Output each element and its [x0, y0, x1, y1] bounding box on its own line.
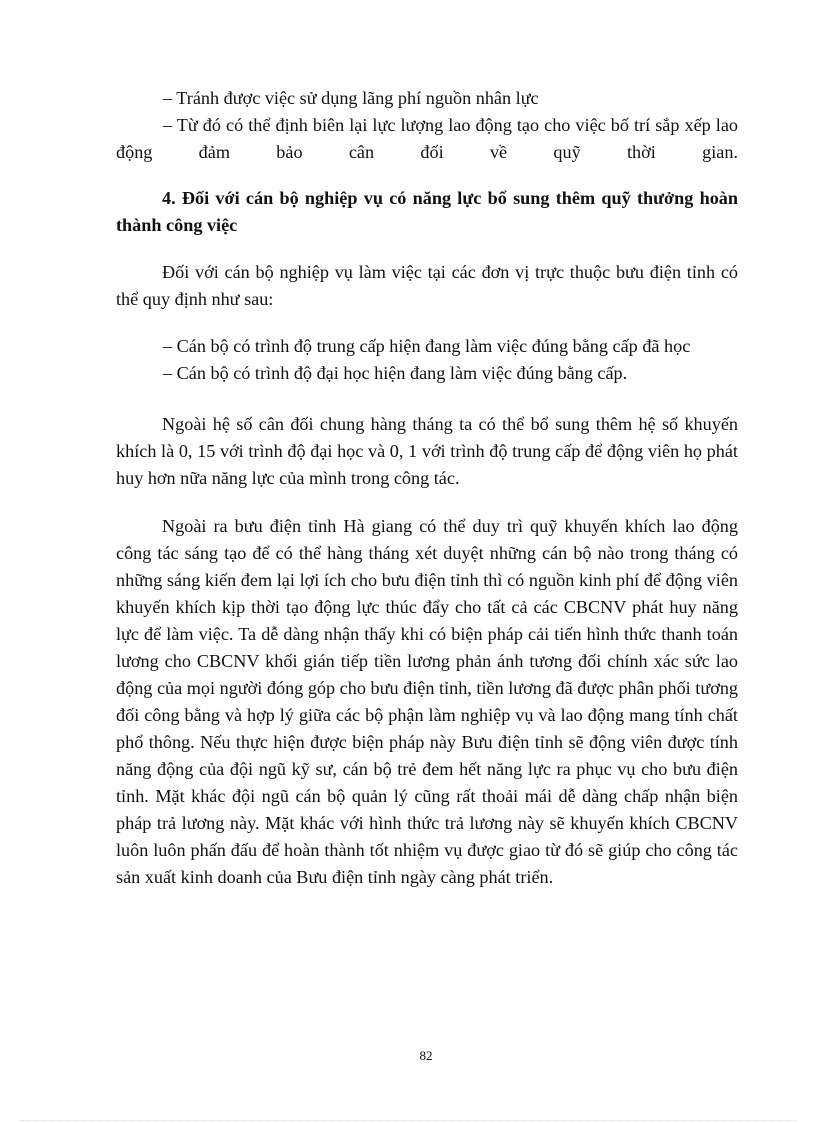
closing-paragraph: Ngoài ra bưu điện tỉnh Hà giang có thể duy trì quỹ khuyến khích lao động công tác sáng tạo để có thể hàng tháng xét duyệt những cán bộ nào trong tháng có những sáng kiến đem lại lợi ích cho bưu điện tỉnh thì có nguồn kinh phí để động viên khuyến khích kịp thời tạo động lực thúc đẩy cho tất cả các CBCNV phát huy năng lực để làm việc. Ta dễ dàng nhận thấy khi có biện pháp cải tiến hình thức thanh toán lương cho CBCNV khối gián tiếp tiền lương phản ánh tương đối chính xác sức lao động của mọi người đóng góp cho bưu điện tỉnh, tiền lương đã được phân phối tương đối công bằng và hợp lý giữa các bộ phận làm nghiệp vụ và lao động mang tính chất phổ thông. Nếu thực hiện được biện pháp này Bưu điện tỉnh sẽ động viên được tính năng động của đội ngũ kỹ sư, cán bộ trẻ đem hết năng lực ra phục vụ cho bưu điện tỉnh. Mặt khác đội ngũ cán bộ quản lý cũng rất thoải mái dễ dàng chấp nhận biện pháp trả lương này. Mặt khác với hình thức trả lương này sẽ khuyến khích CBCNV luôn luôn phấn đấu để hoàn thành tốt nhiệm vụ được giao từ đó sẽ giúp cho công tác sản xuất kinh doanh của Bưu điện tỉnh ngày càng phát triển.: [116, 516, 738, 887]
bullet-labor-allocation: – Từ đó có thể định biên lại lực lượng lao động tạo cho việc bố trí sắp xếp lao động đảm bảo cân đối về quỹ thời gian.: [116, 115, 738, 162]
document-body: [116, 85, 738, 891]
section-heading-4: 4. Đối với cán bộ nghiệp vụ có năng lực bổ sung thêm quỹ thưởng hoàn thành công việc: [116, 188, 738, 235]
bullet-university-degree: – Cán bộ có trình độ đại học hiện đang làm việc đúng bằng cấp.: [163, 363, 628, 383]
coefficient-paragraph: Ngoài hệ số cân đối chung hàng tháng ta có thể bổ sung thêm hệ số khuyến khích là 0, 15 với trình độ đại học và 0, 1 với trình độ trung cấp để động viên họ phát huy hơn nữa năng lực của mình trong công tác.: [116, 414, 738, 488]
intro-paragraph: Đối với cán bộ nghiệp vụ làm việc tại các đơn vị trực thuộc bưu điện tỉnh có thể quy định như sau:: [116, 262, 738, 309]
bullet-intermediate-degree: – Cán bộ có trình độ trung cấp hiện đang làm việc đúng bằng cấp đã học: [163, 336, 691, 356]
page-bottom-divider: [20, 1120, 796, 1121]
bullet-avoid-waste: – Tránh được việc sử dụng lãng phí nguồn nhân lực: [163, 88, 539, 108]
page-number: 82: [419, 1048, 433, 1063]
